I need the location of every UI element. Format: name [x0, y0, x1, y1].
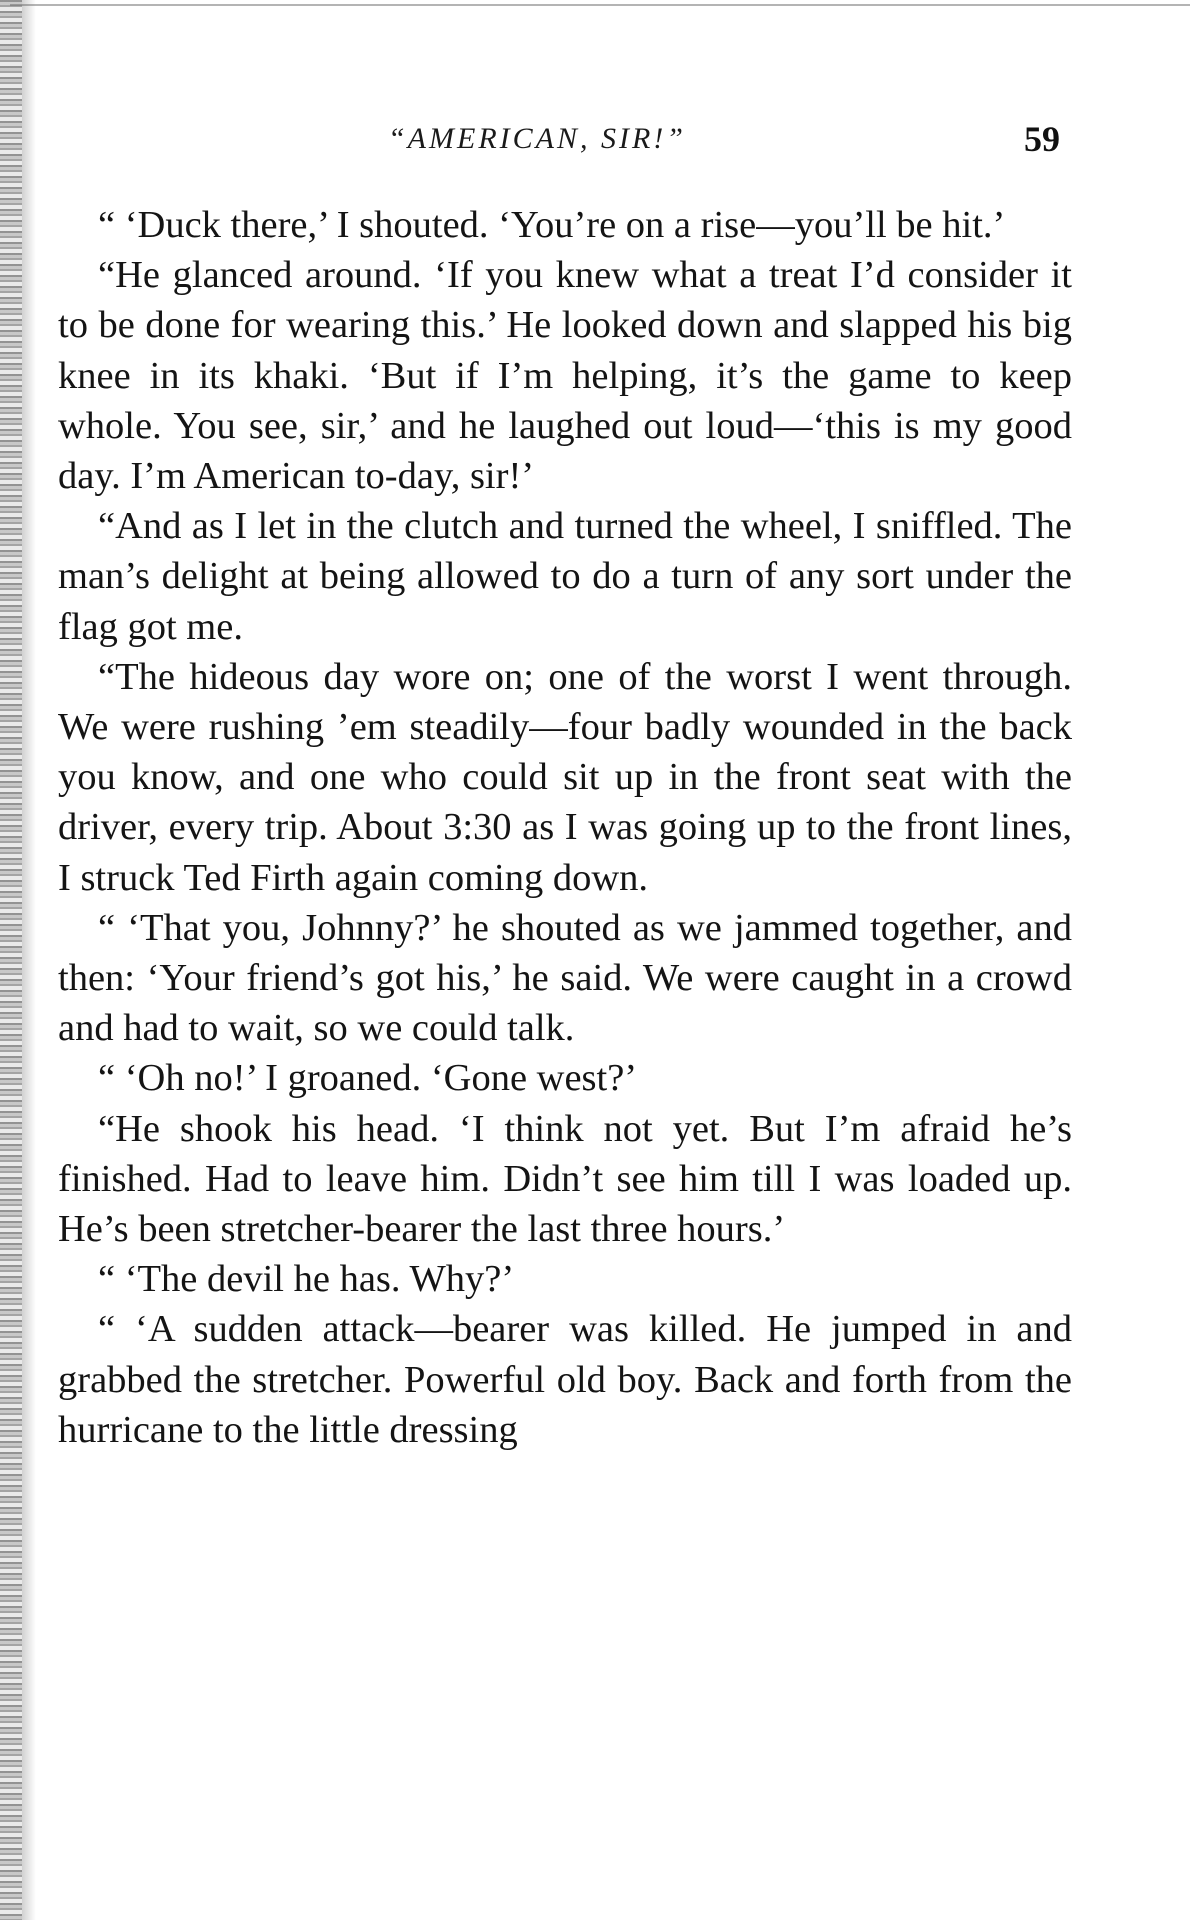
page-gutter-shadow: [22, 0, 36, 1920]
paragraph: “He glanced around. ‘If you knew what a treat I’d consider it to be done for wearing this.’ He looked down and slapped his big knee in its khaki. ‘But if I’m helping, it’s the game to keep whole. You see, sir,’ and he laughed out loud—‘this is my good day. I’m American to-day, sir!’: [58, 254, 1072, 498]
paragraph: “ ‘Duck there,’ I shouted. ‘You’re on a rise—you’ll be hit.’: [98, 204, 1006, 246]
page-number: 59: [1024, 119, 1060, 159]
paragraph: “The hideous day wore on; one of the worst I went through. We were rushing ’em steadily—four badly wounded in the back you know, and one who could sit up in the front seat with the driver, every trip. About 3:30 as I was going up to the front lines, I struck Ted Firth again coming down.: [58, 655, 1072, 899]
body-text: [58, 200, 1072, 1455]
book-page: [58, 0, 1078, 1451]
paragraph: “ ‘The devil he has. Why?’: [98, 1258, 515, 1301]
paragraph: “ ‘A sudden attack—bearer was killed. He jumped in and grabbed the stretcher. Powerful old boy. Back and forth from the hurricane to the little dressing: [58, 1308, 1072, 1451]
running-title: “AMERICAN, SIR!”: [388, 122, 686, 155]
paragraph: “He shook his head. ‘I think not yet. But I’m afraid he’s finished. Had to leave him. Didn’t see him till I was loaded up. He’s been stretcher-bearer the last three hours.’: [58, 1107, 1072, 1251]
paragraph: “ ‘That you, Johnny?’ he shouted as we jammed together, and then: ‘Your friend’s got his,’ he said. We were caught in a crowd and had to wait, so we could talk.: [58, 906, 1072, 1050]
paragraph: “ ‘Oh no!’ I groaned. ‘Gone west?’: [98, 1057, 638, 1100]
running-head: [58, 0, 1078, 159]
page-binding-edge: [0, 0, 22, 1920]
paragraph: “And as I let in the clutch and turned the wheel, I sniffled. The man’s delight at being allowed to do a turn of any sort under the flag got me.: [58, 505, 1072, 648]
